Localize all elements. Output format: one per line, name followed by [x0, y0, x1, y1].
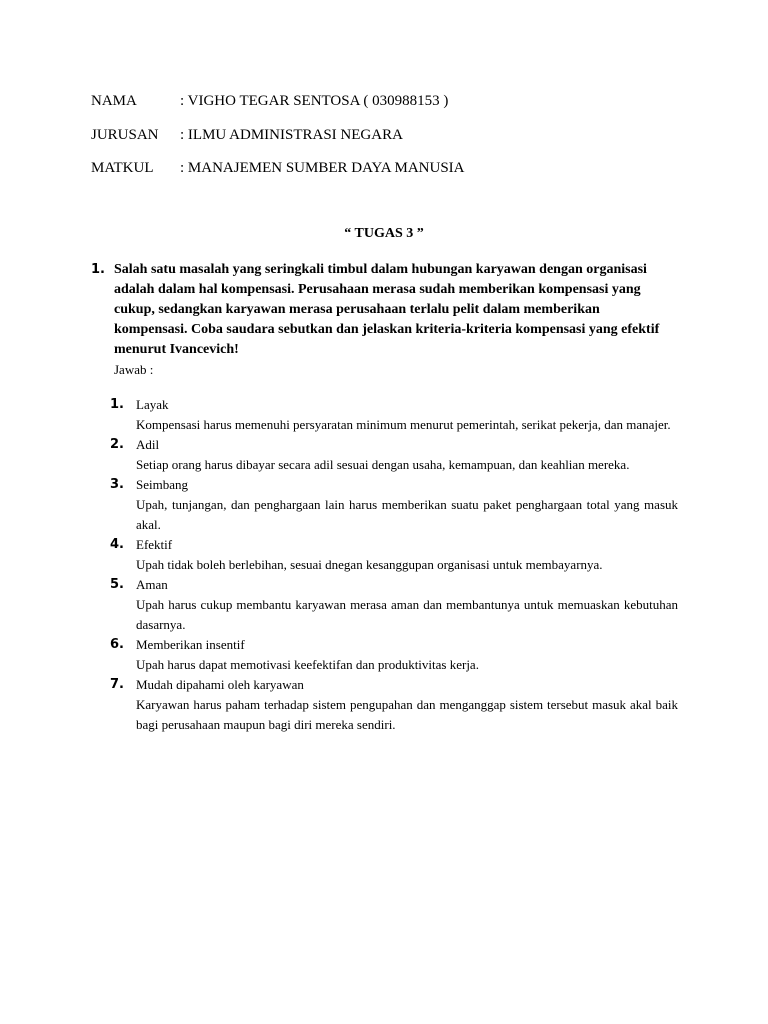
- list-item-number: 2.: [110, 437, 124, 452]
- list-item-title: Memberikan insentif: [136, 637, 245, 652]
- list-item-body: Upah tidak boleh berlebihan, sesuai dnegan kesanggupan organisasi untuk membayarnya.: [136, 557, 603, 572]
- list-item: [110, 675, 678, 735]
- header-label: NAMA: [91, 93, 137, 109]
- list-item-body: Kompensasi harus memenuhi persyaratan minimum menurut pemerintah, serikat pekerja, dan manajer.: [136, 417, 671, 432]
- header-row-nama: [91, 93, 448, 110]
- list-item-title: Seimbang: [136, 477, 188, 492]
- list-item: [110, 575, 678, 635]
- list-item-title: Layak: [136, 397, 169, 412]
- list-item-number: 4.: [110, 537, 124, 552]
- list-item-body: Upah harus cukup membantu karyawan merasa aman dan membantunya untuk memuaskan kebutuhan dasarnya.: [136, 597, 678, 632]
- list-item-number: 1.: [110, 397, 124, 412]
- list-item-title: Efektif: [136, 537, 173, 552]
- header-value: : VIGHO TEGAR SENTOSA ( 030988153 ): [180, 93, 449, 109]
- list-item-number: 7.: [110, 677, 124, 692]
- answer-list: [110, 395, 678, 735]
- list-item-title: Mudah dipahami oleh karyawan: [136, 677, 304, 692]
- list-item-body: Upah harus dapat memotivasi keefektifan dan produktivitas kerja.: [136, 657, 479, 672]
- list-item-body: Karyawan harus paham terhadap sistem pengupahan dan menganggap sistem tersebut masuk akal baik bagi perusahaan maupun bagi diri mereka sendiri.: [136, 697, 678, 732]
- list-item-title: Adil: [136, 437, 160, 452]
- header-row-matkul: [91, 160, 465, 177]
- list-item-number: 6.: [110, 637, 124, 652]
- list-item-body: Setiap orang harus dibayar secara adil sesuai dengan usaha, kemampuan, dan keahlian mereka.: [136, 457, 630, 472]
- list-item-number: 5.: [110, 577, 124, 592]
- question-text: Salah satu masalah yang seringkali timbul dalam hubungan karyawan dengan organisasi adalah dalam hal kompensasi. Perusahaan merasa sudah memberikan kompensasi yang cukup, sedangkan karyawan merasa perusahaan terlalu pelit dalam memberikan kompensasi. Coba saudara sebutkan dan jelaskan kriteria-kriteria kompensasi yang efektif menurut Ivancevich!: [114, 262, 660, 357]
- question-number: 1.: [91, 262, 105, 277]
- document-title: “ TUGAS 3 ”: [344, 226, 424, 241]
- list-item-body: Upah, tunjangan, dan penghargaan lain harus memberikan suatu paket penghargaan total yang masuk akal.: [136, 497, 678, 532]
- list-item: [110, 635, 678, 675]
- header-value: : ILMU ADMINISTRASI NEGARA: [180, 127, 403, 143]
- answer-label: Jawab :: [114, 362, 154, 377]
- header-value: : MANAJEMEN SUMBER DAYA MANUSIA: [180, 160, 465, 176]
- header-row-jurusan: [91, 127, 403, 144]
- list-item: [110, 435, 678, 475]
- list-item: [110, 395, 678, 435]
- header-label: MATKUL: [91, 160, 154, 176]
- list-item-title: Aman: [136, 577, 168, 592]
- list-item-number: 3.: [110, 477, 124, 492]
- list-item: [110, 475, 678, 535]
- list-item: [110, 535, 678, 575]
- header-label: JURUSAN: [91, 127, 159, 143]
